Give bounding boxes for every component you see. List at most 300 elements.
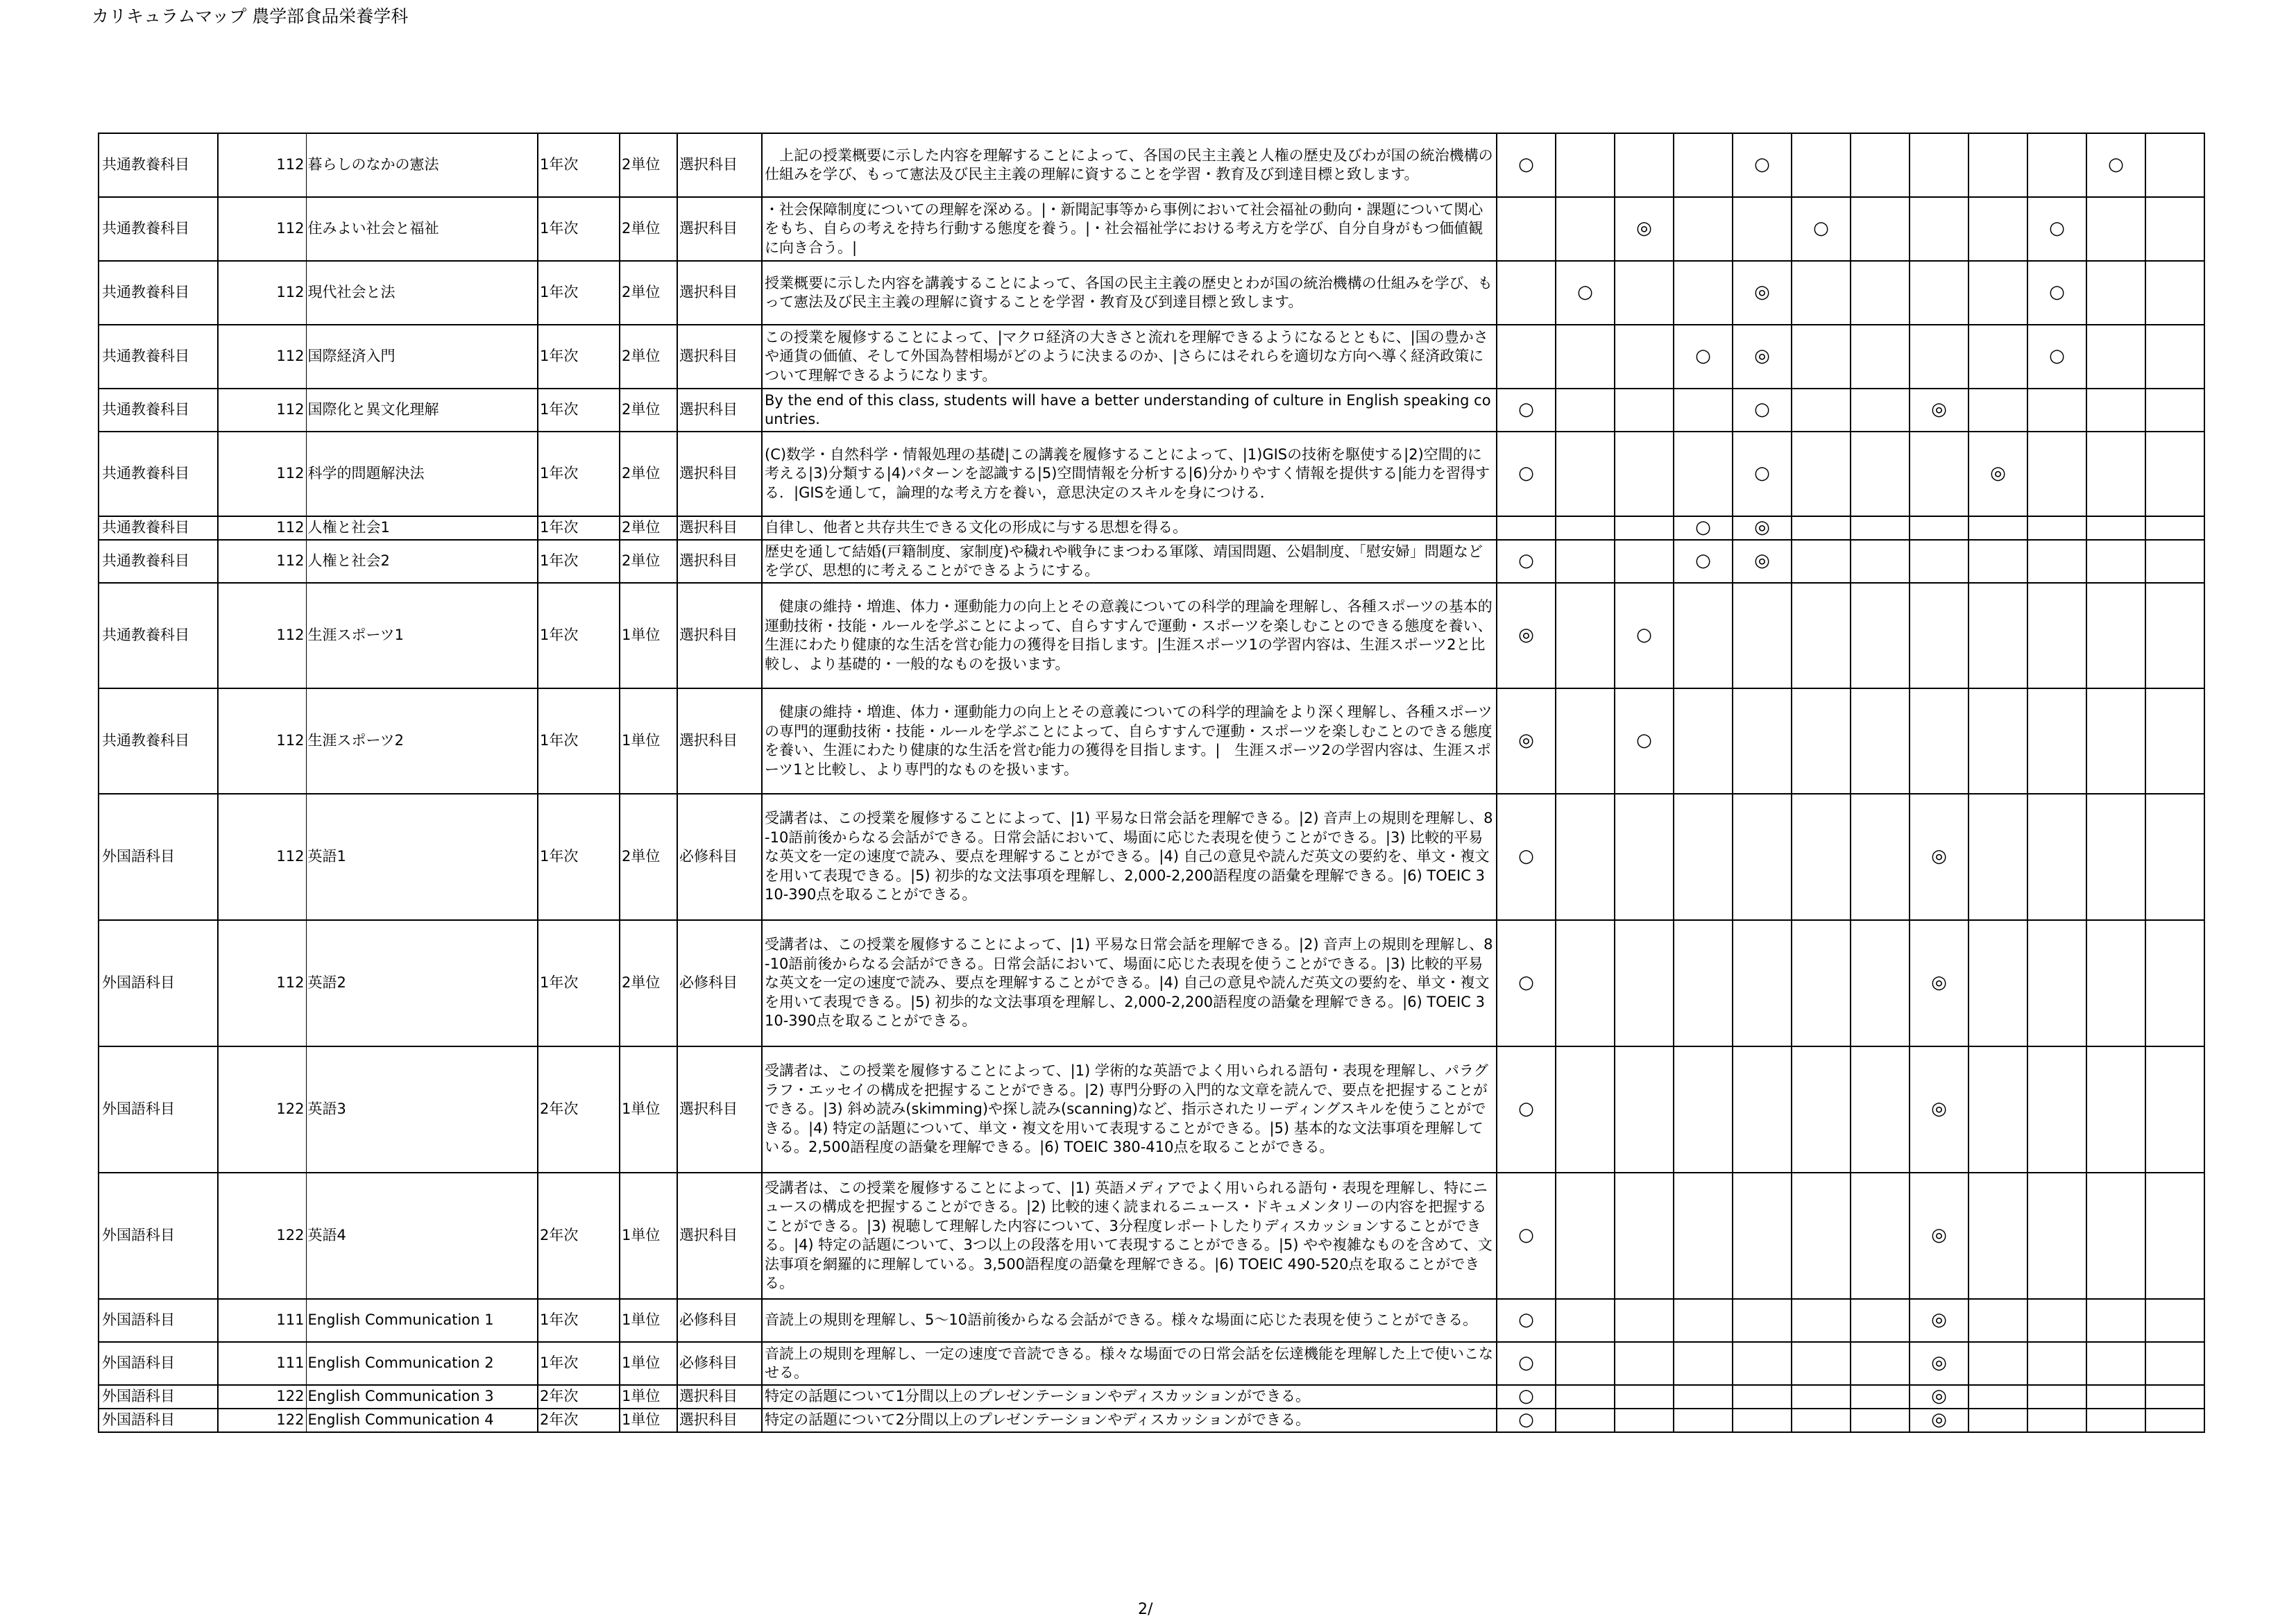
table-row <box>99 1385 2204 1409</box>
outcome-mark <box>1615 516 1674 540</box>
outcome-mark: ◎ <box>1910 1299 1968 1342</box>
course-category: 外国語科目 <box>99 1046 218 1173</box>
outcome-mark: ○ <box>1615 583 1674 688</box>
course-code: 122 <box>218 1046 306 1173</box>
outcome-mark <box>1615 1342 1674 1385</box>
outcome-mark <box>1674 133 1733 197</box>
outcome-mark <box>1497 325 1556 389</box>
outcome-mark: ○ <box>1733 432 1792 516</box>
outcome-mark <box>2086 688 2145 794</box>
course-description: 受講者は、この授業を履修することによって、|1) 平易な日常会話を理解できる。|2) 音声上の規則を理解し、8-10語前後からなる会話ができる。日常会話において、場面に応じた表現を使うことができる。|3) 比較的平易な英文を一定の速度で読み、要点を理解することができる。|4) 自己の意見や読んだ英文の要約を、単文・複文を用いて表現できる。|5) 初歩的な文法事項を理解し、2,000-2,200語程度の語彙を理解できる。|6) TOEIC 310-390点を取ることができる。 <box>762 920 1497 1046</box>
outcome-mark: ◎ <box>1910 1409 1968 1432</box>
outcome-mark <box>2027 516 2086 540</box>
outcome-mark: ○ <box>1497 1409 1556 1432</box>
outcome-mark <box>2145 197 2204 261</box>
course-category: 外国語科目 <box>99 1299 218 1342</box>
course-credit: 1単位 <box>620 688 677 794</box>
outcome-mark <box>1674 688 1733 794</box>
outcome-mark <box>2145 432 2204 516</box>
outcome-mark <box>1968 1409 2027 1432</box>
outcome-mark <box>1968 540 2027 583</box>
outcome-mark <box>1615 1409 1674 1432</box>
outcome-mark <box>2145 1299 2204 1342</box>
table-body <box>99 133 2204 1432</box>
course-category: 共通教養科目 <box>99 325 218 389</box>
outcome-mark: ○ <box>2027 261 2086 325</box>
outcome-mark <box>2145 794 2204 920</box>
outcome-mark: ◎ <box>1733 261 1792 325</box>
outcome-mark <box>1733 794 1792 920</box>
course-code: 122 <box>218 1173 306 1299</box>
outcome-mark <box>1556 583 1615 688</box>
course-type: 選択科目 <box>677 540 762 583</box>
course-description: 受講者は、この授業を履修することによって、|1) 平易な日常会話を理解できる。|2) 音声上の規則を理解し、8-10語前後からなる会話ができる。日常会話において、場面に応じた表現を使うことができる。|3) 比較的平易な英文を一定の速度で読み、要点を理解することができる。|4) 自己の意見や読んだ英文の要約を、単文・複文を用いて表現できる。|5) 初歩的な文法事項を理解し、2,000-2,200語程度の語彙を理解できる。|6) TOEIC 310-390点を取ることができる。 <box>762 794 1497 920</box>
outcome-mark: ○ <box>1497 133 1556 197</box>
outcome-mark <box>2145 133 2204 197</box>
outcome-mark <box>1615 540 1674 583</box>
outcome-mark: ○ <box>1497 432 1556 516</box>
outcome-mark: ◎ <box>1497 583 1556 688</box>
outcome-mark <box>1497 516 1556 540</box>
table-row <box>99 688 2204 794</box>
outcome-mark <box>2027 389 2086 432</box>
course-year: 1年次 <box>538 583 620 688</box>
course-category: 外国語科目 <box>99 920 218 1046</box>
course-type: 選択科目 <box>677 1173 762 1299</box>
course-code: 111 <box>218 1299 306 1342</box>
outcome-mark <box>1733 583 1792 688</box>
course-year: 1年次 <box>538 133 620 197</box>
outcome-mark <box>1792 133 1851 197</box>
outcome-mark <box>2145 1046 2204 1173</box>
outcome-mark <box>1556 197 1615 261</box>
outcome-mark <box>1851 432 1910 516</box>
table-row <box>99 794 2204 920</box>
outcome-mark <box>2086 1409 2145 1432</box>
course-name: 英語4 <box>306 1173 538 1299</box>
course-code: 112 <box>218 540 306 583</box>
course-type: 選択科目 <box>677 261 762 325</box>
outcome-mark <box>2027 1342 2086 1385</box>
course-name: 英語1 <box>306 794 538 920</box>
outcome-mark <box>1792 1385 1851 1409</box>
outcome-mark: ○ <box>1497 1173 1556 1299</box>
outcome-mark <box>1792 794 1851 920</box>
table-row <box>99 583 2204 688</box>
outcome-mark: ○ <box>2027 197 2086 261</box>
outcome-mark <box>1851 794 1910 920</box>
outcome-mark <box>1556 794 1615 920</box>
outcome-mark <box>1615 1299 1674 1342</box>
course-code: 112 <box>218 688 306 794</box>
outcome-mark <box>2145 261 2204 325</box>
outcome-mark <box>1733 688 1792 794</box>
course-code: 112 <box>218 794 306 920</box>
outcome-mark: ○ <box>1615 688 1674 794</box>
outcome-mark <box>2027 688 2086 794</box>
course-code: 112 <box>218 197 306 261</box>
outcome-mark <box>1556 516 1615 540</box>
course-type: 選択科目 <box>677 516 762 540</box>
outcome-mark <box>1851 516 1910 540</box>
table-row <box>99 1173 2204 1299</box>
outcome-mark <box>2086 920 2145 1046</box>
outcome-mark <box>1910 261 1968 325</box>
outcome-mark <box>1910 516 1968 540</box>
outcome-mark <box>1733 920 1792 1046</box>
course-credit: 1単位 <box>620 1299 677 1342</box>
outcome-mark: ◎ <box>1733 516 1792 540</box>
course-type: 選択科目 <box>677 688 762 794</box>
outcome-mark <box>2145 920 2204 1046</box>
outcome-mark <box>1497 261 1556 325</box>
outcome-mark: ○ <box>1674 325 1733 389</box>
course-credit: 1単位 <box>620 1409 677 1432</box>
course-credit: 1単位 <box>620 1046 677 1173</box>
course-description: ・社会保障制度についての理解を深める。|・新聞記事等から事例において社会福祉の動向・課題について関心をもち、自らの考えを持ち行動する態度を養う。|・社会福祉学における考え方を学び、自分自身がもつ価値観に向き合う。| <box>762 197 1497 261</box>
outcome-mark <box>1792 583 1851 688</box>
outcome-mark <box>1615 432 1674 516</box>
course-credit: 2単位 <box>620 920 677 1046</box>
course-category: 外国語科目 <box>99 1385 218 1409</box>
outcome-mark <box>2086 197 2145 261</box>
outcome-mark <box>1792 432 1851 516</box>
outcome-mark <box>1497 197 1556 261</box>
outcome-mark <box>1910 540 1968 583</box>
outcome-mark <box>1968 583 2027 688</box>
course-description: 健康の維持・増進、体力・運動能力の向上とその意義についての科学的理論をより深く理解し、各種スポーツの専門的運動技術・技能・ルールを学ぶことによって、自らすすんで運動・スポーツを楽しむことのできる態度を養い、生涯にわたり健康的な生活を営む能力の獲得を目指します。| 生涯スポーツ2の学習内容は、生涯スポーツ1と比較し、より専門的なものを扱います。 <box>762 688 1497 794</box>
outcome-mark <box>1733 1173 1792 1299</box>
outcome-mark: ○ <box>1497 920 1556 1046</box>
course-year: 1年次 <box>538 1342 620 1385</box>
course-name: 国際経済入門 <box>306 325 538 389</box>
outcome-mark <box>2027 1173 2086 1299</box>
outcome-mark: ○ <box>1674 540 1733 583</box>
outcome-mark <box>1851 325 1910 389</box>
outcome-mark: ○ <box>1497 540 1556 583</box>
outcome-mark <box>1674 432 1733 516</box>
outcome-mark: ○ <box>1497 1046 1556 1173</box>
outcome-mark <box>1615 1173 1674 1299</box>
course-name: 現代社会と法 <box>306 261 538 325</box>
table-row <box>99 325 2204 389</box>
outcome-mark <box>2086 794 2145 920</box>
course-year: 2年次 <box>538 1173 620 1299</box>
table-row <box>99 1299 2204 1342</box>
outcome-mark <box>1968 389 2027 432</box>
outcome-mark: ◎ <box>1910 389 1968 432</box>
course-category: 外国語科目 <box>99 1342 218 1385</box>
outcome-mark <box>2086 540 2145 583</box>
course-category: 外国語科目 <box>99 1173 218 1299</box>
outcome-mark: ○ <box>1733 133 1792 197</box>
course-type: 選択科目 <box>677 1046 762 1173</box>
outcome-mark <box>1851 583 1910 688</box>
outcome-mark <box>1556 1342 1615 1385</box>
outcome-mark <box>2086 1173 2145 1299</box>
outcome-mark <box>1851 1409 1910 1432</box>
outcome-mark <box>2086 1046 2145 1173</box>
outcome-mark <box>2086 516 2145 540</box>
course-type: 選択科目 <box>677 389 762 432</box>
course-year: 2年次 <box>538 1409 620 1432</box>
course-description: この授業を履修することによって、|マクロ経済の大きさと流れを理解できるようになるとともに、|国の豊かさや通貨の価値、そして外国為替相場がどのように決まるのか、|さらにはそれらを適切な方向へ導く経済政策について理解できるようになります。 <box>762 325 1497 389</box>
outcome-mark <box>1792 389 1851 432</box>
course-year: 1年次 <box>538 540 620 583</box>
outcome-mark <box>1556 325 1615 389</box>
outcome-mark <box>1851 920 1910 1046</box>
outcome-mark <box>2027 920 2086 1046</box>
course-name: 英語2 <box>306 920 538 1046</box>
outcome-mark <box>1615 261 1674 325</box>
course-credit: 2単位 <box>620 389 677 432</box>
course-code: 111 <box>218 1342 306 1385</box>
course-credit: 1単位 <box>620 1342 677 1385</box>
course-year: 1年次 <box>538 1299 620 1342</box>
outcome-mark <box>1851 133 1910 197</box>
course-name: English Communication 3 <box>306 1385 538 1409</box>
outcome-mark <box>2086 1299 2145 1342</box>
outcome-mark <box>1556 1046 1615 1173</box>
course-credit: 1単位 <box>620 1173 677 1299</box>
course-description: 上記の授業概要に示した内容を理解することによって、各国の民主主義と人権の歴史及びわが国の統治機構の仕組みを学び、もって憲法及び民主主義の理解に資することを学習・教育及び到達目標と致します。 <box>762 133 1497 197</box>
course-type: 必修科目 <box>677 1342 762 1385</box>
course-year: 1年次 <box>538 389 620 432</box>
course-credit: 2単位 <box>620 133 677 197</box>
outcome-mark <box>1851 1342 1910 1385</box>
outcome-mark <box>1792 261 1851 325</box>
outcome-mark <box>1674 1173 1733 1299</box>
outcome-mark <box>1556 688 1615 794</box>
outcome-mark <box>2027 794 2086 920</box>
course-code: 112 <box>218 261 306 325</box>
course-type: 必修科目 <box>677 1299 762 1342</box>
course-name: English Communication 4 <box>306 1409 538 1432</box>
course-name: 人権と社会1 <box>306 516 538 540</box>
outcome-mark <box>2145 688 2204 794</box>
outcome-mark <box>1674 1342 1733 1385</box>
outcome-mark: ○ <box>2027 325 2086 389</box>
course-category: 共通教養科目 <box>99 516 218 540</box>
course-type: 選択科目 <box>677 133 762 197</box>
course-credit: 2単位 <box>620 325 677 389</box>
outcome-mark: ◎ <box>1497 688 1556 794</box>
course-type: 選択科目 <box>677 583 762 688</box>
outcome-mark <box>2027 540 2086 583</box>
course-category: 共通教養科目 <box>99 133 218 197</box>
course-code: 122 <box>218 1385 306 1409</box>
outcome-mark <box>2145 540 2204 583</box>
outcome-mark <box>1556 389 1615 432</box>
course-year: 2年次 <box>538 1385 620 1409</box>
outcome-mark <box>1556 1173 1615 1299</box>
outcome-mark <box>2027 432 2086 516</box>
outcome-mark <box>1615 1385 1674 1409</box>
course-credit: 2単位 <box>620 794 677 920</box>
outcome-mark <box>1968 1342 2027 1385</box>
course-description: (C)数学・自然科学・情報処理の基礎|この講義を履修することによって、|1)GISの技術を駆使する|2)空間的に考える|3)分類する|4)パターンを認識する|5)空間情報を分析する|6)分かりやすく情報を提供する|能力を習得する．|GISを通して，論理的な考え方を養い，意思決定のスキルを身につける． <box>762 432 1497 516</box>
outcome-mark <box>1556 540 1615 583</box>
course-category: 外国語科目 <box>99 794 218 920</box>
table-row <box>99 516 2204 540</box>
course-description: 授業概要に示した内容を講義することによって、各国の民主主義の歴史とわが国の統治機構の仕組みを学び、もって憲法及び民主主義の理解に資することを学習・教育及び到達目標と致します。 <box>762 261 1497 325</box>
outcome-mark <box>1615 133 1674 197</box>
course-name: 国際化と異文化理解 <box>306 389 538 432</box>
table-row <box>99 197 2204 261</box>
outcome-mark <box>2027 1409 2086 1432</box>
outcome-mark <box>2027 1299 2086 1342</box>
course-year: 2年次 <box>538 1046 620 1173</box>
outcome-mark <box>1615 920 1674 1046</box>
course-code: 112 <box>218 133 306 197</box>
outcome-mark <box>2145 516 2204 540</box>
table-row <box>99 1046 2204 1173</box>
outcome-mark: ○ <box>1792 197 1851 261</box>
course-code: 112 <box>218 389 306 432</box>
course-type: 選択科目 <box>677 197 762 261</box>
outcome-mark <box>2027 583 2086 688</box>
outcome-mark: ◎ <box>1910 1385 1968 1409</box>
outcome-mark: ○ <box>1556 261 1615 325</box>
course-name: 生涯スポーツ1 <box>306 583 538 688</box>
outcome-mark <box>1674 389 1733 432</box>
course-description: 音読上の規則を理解し、5～10語前後からなる会話ができる。様々な場面に応じた表現を使うことができる。 <box>762 1299 1497 1342</box>
outcome-mark <box>1792 325 1851 389</box>
outcome-mark <box>2086 325 2145 389</box>
outcome-mark <box>2145 325 2204 389</box>
outcome-mark <box>1851 197 1910 261</box>
outcome-mark: ◎ <box>1733 540 1792 583</box>
outcome-mark <box>1968 325 2027 389</box>
table-row <box>99 389 2204 432</box>
course-type: 選択科目 <box>677 1409 762 1432</box>
outcome-mark: ○ <box>1497 1299 1556 1342</box>
course-description: 受講者は、この授業を履修することによって、|1) 学術的な英語でよく用いられる語句・表現を理解し、パラグラフ・エッセイの構成を把握することができる。|2) 専門分野の入門的な文章を読んで、要点を把握することができる。|3) 斜め読み(skimming)や探し読み(scanning)など、指示されたリーディングスキルを使うことができる。|4) 特定の話題について、単文・複文を用いて表現することができる。|5) 基本的な文法事項を理解している。2,500語程度の語彙を理解できる。|6) TOEIC 380-410点を取ることができる。 <box>762 1046 1497 1173</box>
course-description: 自律し、他者と共存共生できる文化の形成に与する思想を得る。 <box>762 516 1497 540</box>
outcome-mark <box>1733 197 1792 261</box>
outcome-mark <box>2086 1342 2145 1385</box>
outcome-mark <box>1792 688 1851 794</box>
course-category: 共通教養科目 <box>99 583 218 688</box>
page-number: 2/ <box>1138 1601 1153 1618</box>
outcome-mark <box>1851 261 1910 325</box>
outcome-mark <box>1851 1173 1910 1299</box>
outcome-mark: ◎ <box>1910 1342 1968 1385</box>
outcome-mark <box>1733 1342 1792 1385</box>
outcome-mark: ○ <box>1497 389 1556 432</box>
outcome-mark <box>1968 1173 2027 1299</box>
outcome-mark <box>1792 540 1851 583</box>
course-description: 受講者は、この授業を履修することによって、|1) 英語メディアでよく用いられる語句・表現を理解し、特にニュースの構成を把握することができる。|2) 比較的速く読まれるニュース・ドキュメンタリーの内容を把握することができる。|3) 視聴して理解した内容について、3分程度レポートしたりディスカッションすることができる。|4) 特定の話題について、3つ以上の段落を用いて表現することができる。|5) やや複雑なものを含めて、文法事項を網羅的に理解している。3,500語程度の語彙を理解できる。|6) TOEIC 490-520点を取ることができる。 <box>762 1173 1497 1299</box>
outcome-mark <box>1674 1046 1733 1173</box>
table-row <box>99 432 2204 516</box>
course-credit: 2単位 <box>620 261 677 325</box>
course-year: 1年次 <box>538 920 620 1046</box>
course-name: 英語3 <box>306 1046 538 1173</box>
outcome-mark <box>2145 1409 2204 1432</box>
outcome-mark <box>1733 1385 1792 1409</box>
outcome-mark <box>2145 1342 2204 1385</box>
outcome-mark <box>1851 540 1910 583</box>
outcome-mark: ○ <box>1497 1342 1556 1385</box>
outcome-mark <box>1733 1409 1792 1432</box>
outcome-mark <box>1792 516 1851 540</box>
outcome-mark: ◎ <box>1910 920 1968 1046</box>
outcome-mark <box>2145 389 2204 432</box>
course-year: 1年次 <box>538 516 620 540</box>
outcome-mark <box>1910 133 1968 197</box>
course-code: 112 <box>218 516 306 540</box>
outcome-mark <box>1968 1299 2027 1342</box>
outcome-mark <box>2086 1385 2145 1409</box>
outcome-mark <box>1674 794 1733 920</box>
outcome-mark <box>1674 1299 1733 1342</box>
outcome-mark <box>1792 1299 1851 1342</box>
outcome-mark <box>1792 920 1851 1046</box>
course-name: 生涯スポーツ2 <box>306 688 538 794</box>
course-type: 選択科目 <box>677 1385 762 1409</box>
outcome-mark <box>2027 1046 2086 1173</box>
outcome-mark <box>1556 1299 1615 1342</box>
outcome-mark <box>1556 432 1615 516</box>
course-credit: 1単位 <box>620 1385 677 1409</box>
outcome-mark <box>1733 1046 1792 1173</box>
outcome-mark: ○ <box>1497 1385 1556 1409</box>
course-year: 1年次 <box>538 325 620 389</box>
outcome-mark <box>1851 1299 1910 1342</box>
page-title: カリキュラムマップ 農学部食品栄養学科 <box>92 6 409 26</box>
outcome-mark <box>1674 197 1733 261</box>
outcome-mark <box>2027 133 2086 197</box>
outcome-mark <box>1910 583 1968 688</box>
outcome-mark <box>1968 920 2027 1046</box>
outcome-mark <box>1556 920 1615 1046</box>
course-category: 外国語科目 <box>99 1409 218 1432</box>
course-name: 住みよい社会と福祉 <box>306 197 538 261</box>
outcome-mark <box>1674 920 1733 1046</box>
outcome-mark <box>2027 1385 2086 1409</box>
outcome-mark <box>1851 688 1910 794</box>
outcome-mark <box>1910 688 1968 794</box>
course-category: 共通教養科目 <box>99 688 218 794</box>
outcome-mark <box>1556 1409 1615 1432</box>
table-row <box>99 540 2204 583</box>
course-code: 112 <box>218 325 306 389</box>
course-name: English Communication 2 <box>306 1342 538 1385</box>
outcome-mark <box>1792 1409 1851 1432</box>
table-row <box>99 1409 2204 1432</box>
outcome-mark <box>1910 432 1968 516</box>
course-code: 122 <box>218 1409 306 1432</box>
course-credit: 2単位 <box>620 197 677 261</box>
outcome-mark <box>2086 389 2145 432</box>
outcome-mark <box>1910 197 1968 261</box>
outcome-mark: ○ <box>1497 794 1556 920</box>
outcome-mark <box>1615 389 1674 432</box>
outcome-mark <box>1674 1385 1733 1409</box>
outcome-mark <box>2086 432 2145 516</box>
course-type: 選択科目 <box>677 432 762 516</box>
outcome-mark: ○ <box>1733 389 1792 432</box>
table-row <box>99 920 2204 1046</box>
course-credit: 1単位 <box>620 583 677 688</box>
course-description: 健康の維持・増進、体力・運動能力の向上とその意義についての科学的理論を理解し、各種スポーツの基本的運動技術・技能・ルールを学ぶことによって、自らすすんで運動・スポーツを楽しむことのできる態度を養い、生涯にわたり健康的な生活を営む能力の獲得を目指します。|生涯スポーツ1の学習内容は、生涯スポーツ2と比較し、より基礎的・一般的なものを扱います。 <box>762 583 1497 688</box>
outcome-mark: ◎ <box>1910 1046 1968 1173</box>
outcome-mark <box>1968 1385 2027 1409</box>
course-credit: 2単位 <box>620 540 677 583</box>
course-name: 人権と社会2 <box>306 540 538 583</box>
course-year: 1年次 <box>538 197 620 261</box>
